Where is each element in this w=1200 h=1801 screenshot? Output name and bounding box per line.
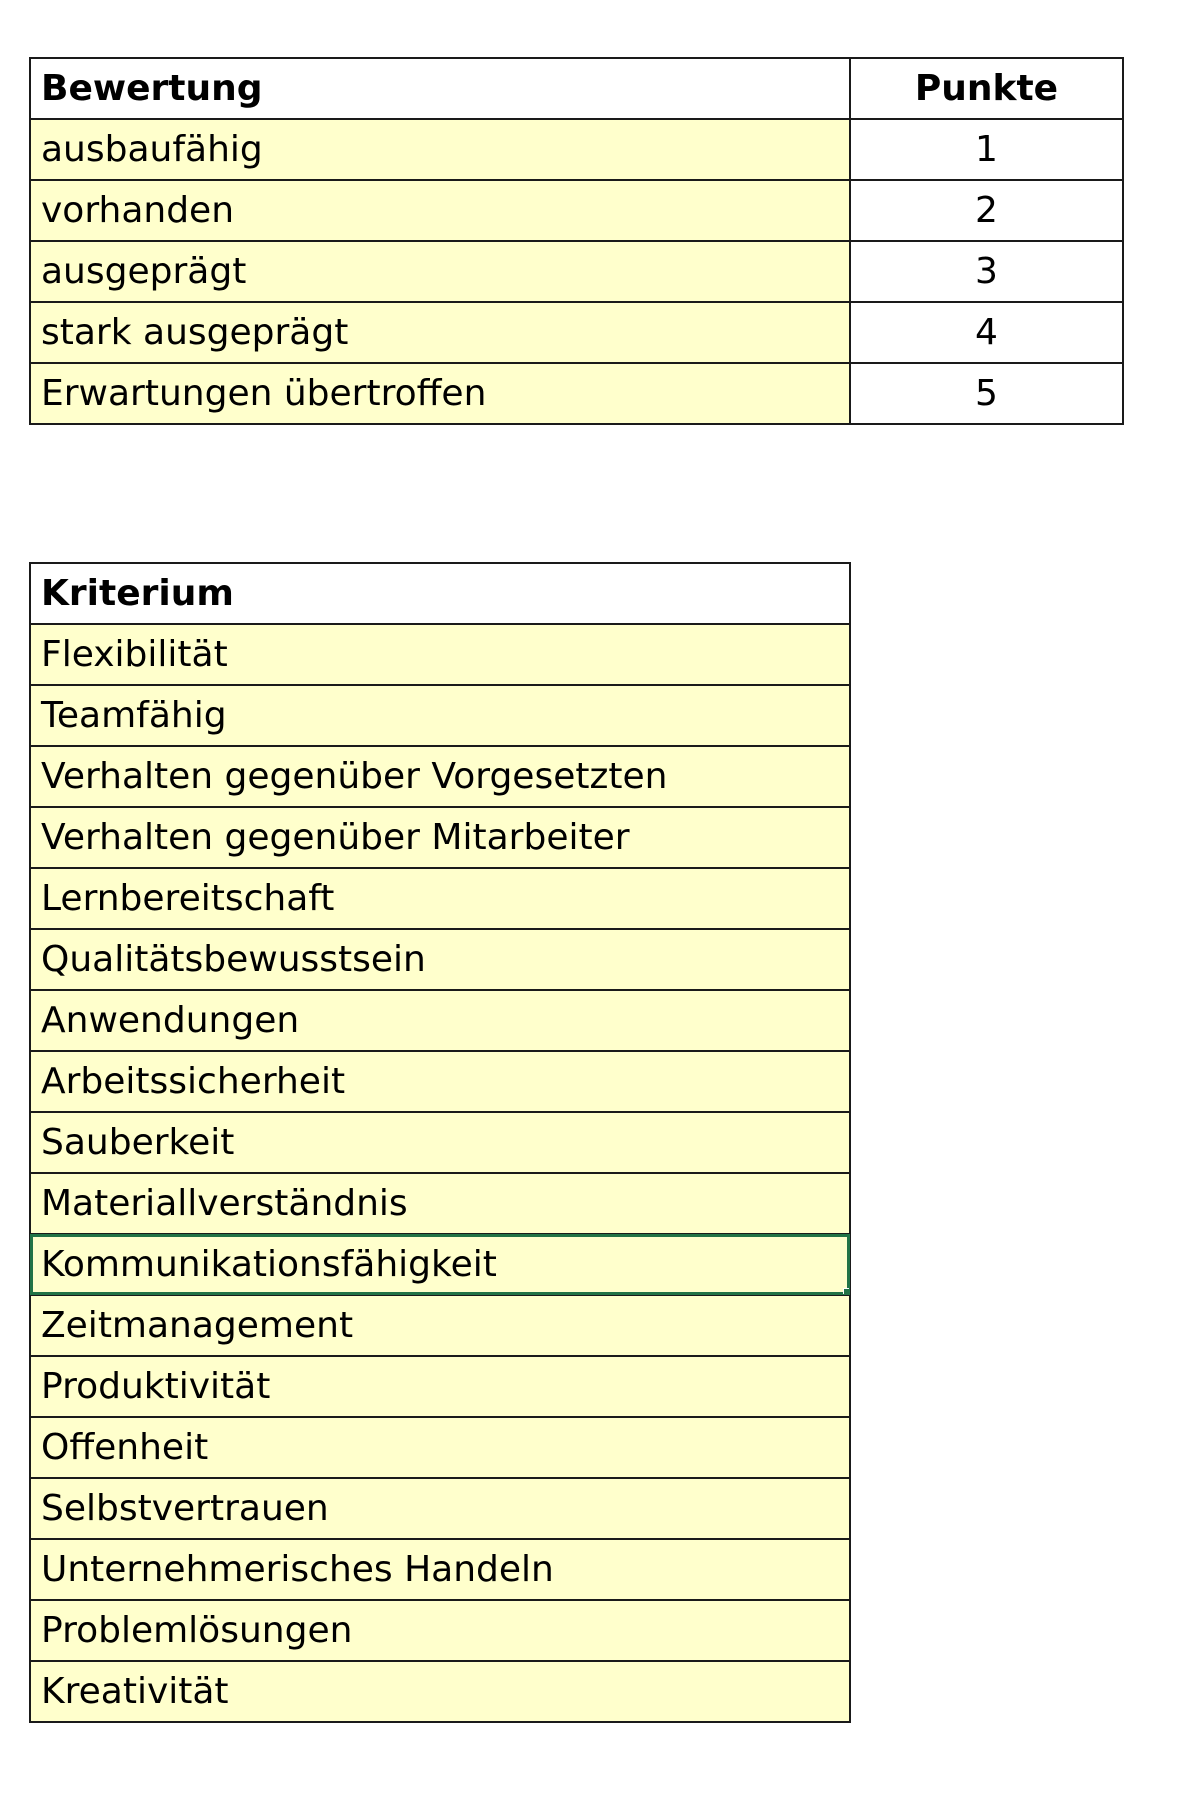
table-row	[30, 1356, 850, 1417]
table-row	[30, 1417, 850, 1478]
cell-header-punkte[interactable]: Punkte	[850, 58, 1123, 119]
table-row	[30, 746, 850, 807]
cell-points[interactable]: 4	[850, 302, 1123, 363]
cell-criterion[interactable]: Teamfähig	[30, 685, 850, 746]
table-row	[30, 685, 850, 746]
table-row	[30, 990, 850, 1051]
cell-criterion[interactable]: Produktivität	[30, 1356, 850, 1417]
cell-criterion[interactable]: Anwendungen	[30, 990, 850, 1051]
table-row	[30, 1478, 850, 1539]
ratings-header-row	[30, 58, 1123, 119]
cell-points[interactable]: 2	[850, 180, 1123, 241]
cell-rating[interactable]: vorhanden	[30, 180, 850, 241]
table-row	[30, 1051, 850, 1112]
criteria-header-row	[30, 563, 850, 624]
criteria-table	[29, 562, 851, 1723]
cell-rating[interactable]: Erwartungen übertroffen	[30, 363, 850, 424]
table-row	[30, 1539, 850, 1600]
table-row	[30, 807, 850, 868]
cell-criterion[interactable]: Selbstvertrauen	[30, 1478, 850, 1539]
cell-criterion[interactable]: Qualitätsbewusstsein	[30, 929, 850, 990]
cell-criterion[interactable]: Flexibilität	[30, 624, 850, 685]
table-row	[30, 1600, 850, 1661]
table-row	[30, 1295, 850, 1356]
table-row	[30, 868, 850, 929]
cell-criterion[interactable]: Sauberkeit	[30, 1112, 850, 1173]
cell-rating[interactable]: ausgeprägt	[30, 241, 850, 302]
cell-points[interactable]: 1	[850, 119, 1123, 180]
cell-criterion[interactable]: Offenheit	[30, 1417, 850, 1478]
table-row	[30, 929, 850, 990]
table-row	[30, 1661, 850, 1722]
cell-criterion[interactable]: Lernbereitschaft	[30, 868, 850, 929]
table-row	[30, 624, 850, 685]
fill-handle[interactable]	[843, 1288, 850, 1295]
cell-points[interactable]: 5	[850, 363, 1123, 424]
table-row	[30, 302, 1123, 363]
cell-rating[interactable]: stark ausgeprägt	[30, 302, 850, 363]
ratings-table	[29, 57, 1124, 425]
table-row	[30, 1173, 850, 1234]
selected-cell-criterion[interactable]	[30, 1234, 850, 1295]
table-row	[30, 180, 1123, 241]
selected-cell-text: Kommunikationsfähigkeit	[41, 1244, 497, 1285]
cell-criterion[interactable]: Materiallverständnis	[30, 1173, 850, 1234]
table-row	[30, 241, 1123, 302]
cell-header-kriterium[interactable]: Kriterium	[30, 563, 850, 624]
table-row	[30, 1112, 850, 1173]
table-row-selected	[30, 1234, 850, 1295]
cell-criterion[interactable]: Verhalten gegenüber Vorgesetzten	[30, 746, 850, 807]
cell-criterion[interactable]: Verhalten gegenüber Mitarbeiter	[30, 807, 850, 868]
cell-points[interactable]: 3	[850, 241, 1123, 302]
table-row	[30, 119, 1123, 180]
cell-criterion[interactable]: Kreativität	[30, 1661, 850, 1722]
cell-criterion[interactable]: Problemlösungen	[30, 1600, 850, 1661]
cell-criterion[interactable]: Arbeitssicherheit	[30, 1051, 850, 1112]
cell-header-bewertung[interactable]: Bewertung	[30, 58, 850, 119]
cell-rating[interactable]: ausbaufähig	[30, 119, 850, 180]
cell-criterion[interactable]: Unternehmerisches Handeln	[30, 1539, 850, 1600]
cell-criterion[interactable]: Zeitmanagement	[30, 1295, 850, 1356]
table-row	[30, 363, 1123, 424]
